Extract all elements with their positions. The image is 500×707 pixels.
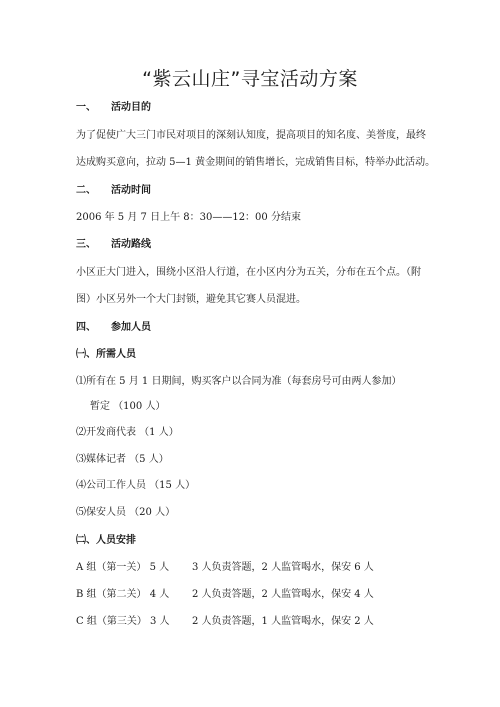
section-heading-participants [76,318,151,333]
list-item: 暂定 （100 人） [90,401,166,412]
section-number: 一、 [76,102,96,113]
subsection-heading-arrangement: ㈡、人员安排 [76,535,136,546]
paragraph-line: 小区正大门进入，围绕小区沿人行道，在小区内分为五关，分布在五个点。（附 [76,267,421,278]
section-heading-time [76,181,151,196]
section-title: 活动目的 [111,102,151,113]
section-title: 参加人员 [111,322,151,333]
group-duty: 3 人负责答题，2 人监管喝水，保安 6 人 [192,562,374,573]
list-item: ⑶媒体记者 （5 人） [76,454,169,465]
section-heading-route [76,235,151,250]
group-duty: 2 人负责答题，2 人监管喝水，保安 4 人 [192,589,374,600]
section-number: 三、 [76,239,96,250]
list-item: ⑸保安人员 （20 人） [76,507,176,518]
paragraph-line: 图）小区另外一个大门封锁，避免其它赛人员混进。 [76,294,306,305]
subsection-heading-required: ㈠、所需人员 [76,349,136,360]
group-label: A 组（第一关） 5 人 [76,562,170,573]
section-title: 活动时间 [111,185,151,196]
paragraph-line: 为了促使广大三门市民对项目的深刻认知度，提高项目的知名度、美誉度，最终 [76,130,426,141]
section-title: 活动路线 [111,239,151,250]
group-label: C 组（第三关） 3 人 [76,616,170,627]
group-duty: 2 人负责答题，1 人监管喝水，保安 2 人 [192,616,374,627]
section-number: 二、 [76,185,96,196]
list-item: ⑴所有在 5 月 1 日期间，购买客户以合同为准（每套房号可由两人参加） [76,376,402,387]
document-title: “紫云山庄”寻宝活动方案 [142,68,358,90]
section-number: 四、 [76,322,96,333]
paragraph-line: 2006 年 5 月 7 日上午 8：30——12：00 分结束 [76,212,301,223]
paragraph-line: 达成购买意向，拉动 5—1 黄金期间的销售增长，完成销售目标，特举办此活动。 [76,157,436,168]
section-heading-purpose [76,98,151,113]
list-item: ⑵开发商代表 （1 人） [76,427,179,438]
group-label: B 组（第二关） 4 人 [76,589,170,600]
list-item: ⑷公司工作人员 （15 人） [76,480,196,491]
